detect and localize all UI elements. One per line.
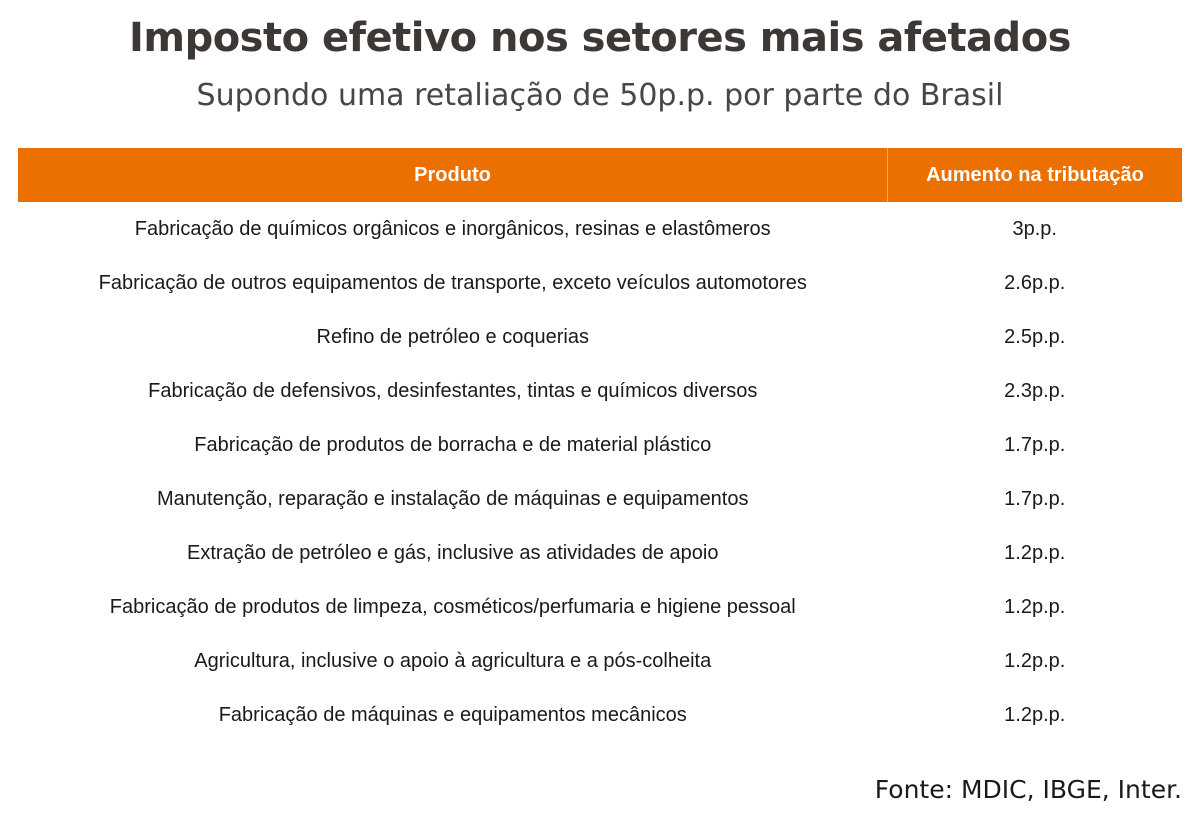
cell-aumento: 2.5p.p. [1004,325,1066,348]
cell-produto: Fabricação de máquinas e equipamentos mecânicos [218,703,687,726]
table-row [18,472,1182,526]
cell-aumento: 2.3p.p. [1004,379,1066,402]
cell-aumento: 3p.p. [1012,217,1057,240]
table-row [18,418,1182,472]
cell-produto: Fabricação de químicos orgânicos e inorgânicos, resinas e elastômeros [134,217,771,240]
table-row [18,526,1182,580]
cell-aumento: 1.7p.p. [1004,433,1066,456]
cell-produto: Fabricação de outros equipamentos de transporte, exceto veículos automotores [98,271,807,294]
cell-aumento: 1.2p.p. [1004,649,1066,672]
source-note: Fonte: MDIC, IBGE, Inter. [874,775,1182,804]
cell-aumento: 2.6p.p. [1004,271,1066,294]
cell-produto: Refino de petróleo e coquerias [316,325,589,348]
table-row [18,688,1182,742]
cell-produto: Agricultura, inclusive o apoio à agricultura e a pós-colheita [194,649,712,672]
cell-produto: Fabricação de defensivos, desinfestantes, tintas e químicos diversos [148,379,758,402]
cell-aumento: 1.2p.p. [1004,703,1066,726]
chart-title: Imposto efetivo nos setores mais afetados [129,15,1071,61]
table-header [18,148,1182,202]
table-row [18,634,1182,688]
cell-aumento: 1.2p.p. [1004,595,1066,618]
table-row [18,256,1182,310]
cell-produto: Manutenção, reparação e instalação de máquinas e equipamentos [156,487,749,510]
column-header-produto: Produto [18,148,888,202]
table-row [18,364,1182,418]
cell-aumento: 1.7p.p. [1004,487,1066,510]
table-row [18,202,1182,256]
cell-produto: Fabricação de produtos de borracha e de material plástico [194,433,712,456]
tax-increase-table [18,148,1182,742]
header-row [18,148,1182,202]
table-row [18,580,1182,634]
chart-subtitle: Supondo uma retaliação de 50p.p. por parte do Brasil [196,78,1004,113]
table-body [18,202,1182,742]
table-row [18,310,1182,364]
column-header-aumento: Aumento na tributação [888,148,1183,202]
cell-produto: Extração de petróleo e gás, inclusive as atividades de apoio [187,541,719,564]
cell-produto: Fabricação de produtos de limpeza, cosméticos/perfumaria e higiene pessoal [109,595,796,618]
cell-aumento: 1.2p.p. [1004,541,1066,564]
